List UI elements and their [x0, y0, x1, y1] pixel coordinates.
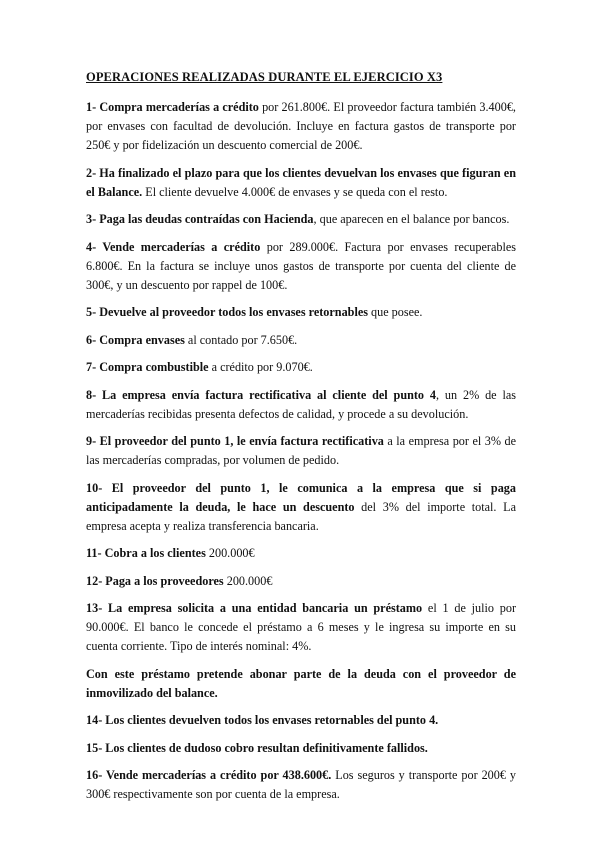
list-item: [86, 766, 516, 804]
item-bold-text: 8- La empresa envía factura rectificativa al cliente del punto 4: [86, 387, 436, 402]
item-bold-text: 6- Compra envases: [86, 332, 185, 347]
document-page: [86, 70, 516, 813]
list-item: [86, 599, 516, 656]
item-bold-text: 13- La empresa solicita a una entidad bancaria un préstamo: [86, 601, 423, 615]
loan-note: Con este préstamo pretende abonar parte de la deuda con el proveedor de inmovilizado del balance.: [86, 666, 516, 700]
list-item: [86, 739, 516, 758]
item-text: a la empresa por el 3% de las mercaderías compradas, por volumen de pedido.: [86, 434, 516, 467]
item-text: a crédito por 9.070€.: [208, 360, 313, 374]
operations-list-continued: [86, 711, 516, 804]
item-bold-text: 16- Vende mercaderías a crédito por 438.600€.: [86, 768, 332, 782]
item-bold-text: 12- Paga a los proveedores: [86, 573, 224, 588]
item-text: al contado por 7.650€.: [184, 332, 298, 347]
operations-list: [86, 98, 516, 656]
page-title: OPERACIONES REALIZADAS DURANTE EL EJERCICIO X3: [86, 70, 443, 84]
list-item: [86, 98, 516, 155]
item-text: , un 2% de las mercaderías recibidas presenta defectos de calidad, y procede a su devolución.: [86, 387, 516, 421]
item-bold-text: 2- Ha finalizado el plazo para que los clientes devuelvan los envases que figuran en el Balance.: [86, 165, 516, 199]
item-bold-text: 9- El proveedor del punto 1, le envía factura rectificativa: [86, 434, 384, 448]
list-item: [86, 331, 516, 350]
list-item: [86, 386, 516, 424]
item-text: por 289.000€. Factura por envases recuperables 6.800€. En la factura se incluye unos gastos de transporte por cuenta del cliente de 300€, y un descuento por rappel de 100€.: [86, 239, 517, 292]
item-text: por 261.800€. El proveedor factura también 3.400€, por envases con facultad de devolución. Incluye en factura gastos de transporte por 250€ y por fidelización un descuento comercial de 200€.: [86, 100, 516, 152]
list-item: [86, 210, 516, 229]
list-item: [86, 432, 516, 470]
list-item: [86, 358, 516, 377]
item-bold-text: 4- Vende mercaderías a crédito: [86, 239, 261, 254]
list-item: [86, 303, 516, 322]
list-item: [86, 479, 516, 536]
item-bold-text: 11- Cobra a los clientes: [86, 546, 206, 560]
item-bold-text: 15- Los clientes de dudoso cobro resultan definitivamente fallidos.: [86, 740, 428, 755]
item-text: El cliente devuelve 4.000€ de envases y se queda con el resto.: [142, 184, 448, 199]
item-bold-text: 1- Compra mercaderías a crédito: [86, 100, 259, 114]
item-text: que posee.: [367, 305, 423, 319]
item-bold-text: 14- Los clientes devuelven todos los envases retornables del punto 4.: [86, 713, 439, 727]
item-text: Los seguros y transporte por 200€ y 300€ respectivamente son por cuenta de la empresa.: [86, 768, 516, 801]
list-item: [86, 711, 516, 730]
item-text: del 3% del importe total. La empresa acepta y realiza transferencia bancaria.: [86, 499, 516, 533]
item-bold-text: 5- Devuelve al proveedor todos los envases retornables: [86, 305, 368, 319]
list-item: [86, 238, 516, 295]
list-item: [86, 572, 516, 591]
item-bold-text: 10- El proveedor del punto 1, le comunica a la empresa que si paga anticipadamente la deuda, le hace un descuento: [86, 480, 516, 514]
item-text: 200.000€: [205, 546, 255, 560]
list-item: [86, 164, 516, 202]
item-bold-text: 7- Compra combustible: [86, 360, 209, 374]
item-text: el 1 de julio por 90.000€. El banco le concede el préstamo a 6 meses y le ingresa su importe en su cuenta corriente. Tipo de interés nominal: 4%.: [86, 601, 516, 653]
item-text: 200.000€: [223, 573, 273, 588]
item-bold-text: 3- Paga las deudas contraídas con Hacienda: [86, 212, 314, 226]
list-item: [86, 544, 516, 563]
item-text: , que aparecen en el balance por bancos.: [313, 212, 510, 226]
